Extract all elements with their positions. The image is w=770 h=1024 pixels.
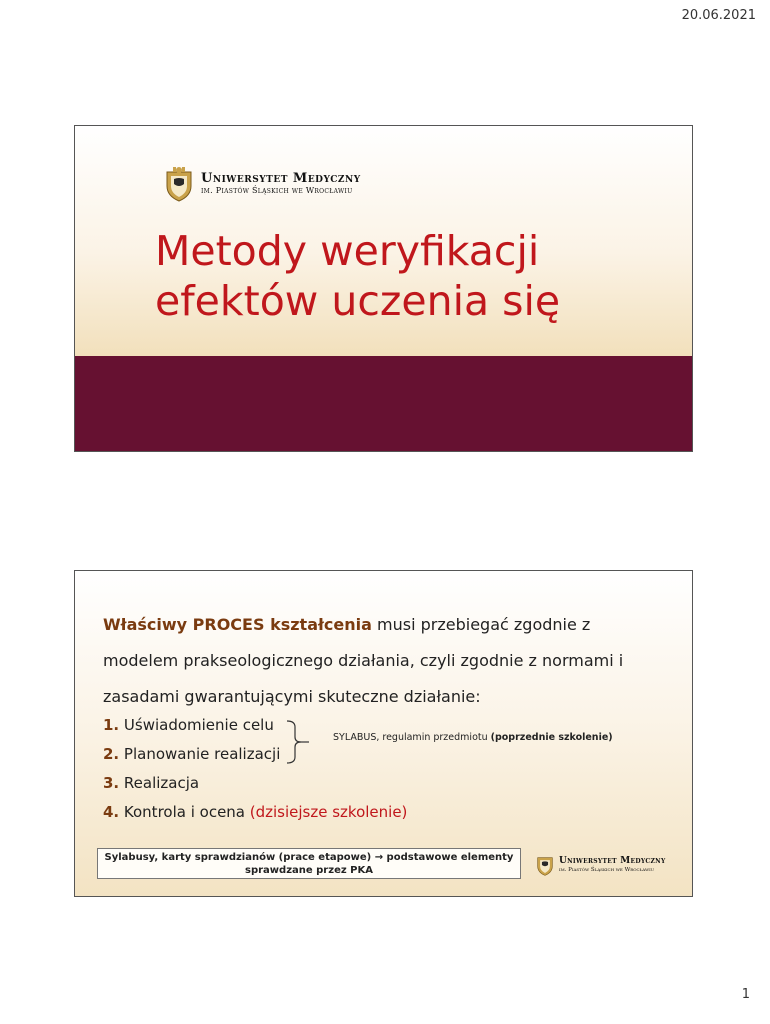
title-line-2: efektów uczenia się [155, 277, 561, 325]
university-logo-small [535, 854, 666, 876]
brace-icon [285, 719, 311, 765]
step-number: 3. [103, 774, 120, 792]
crest-icon [535, 854, 555, 876]
summary-box: Sylabusy, karty sprawdzianów (prace etapowe) → podstawowe elementy sprawdzane przez PKA [97, 848, 521, 879]
brace-note [333, 732, 613, 743]
intro-text: musi przebiegać zgodnie z modelem prakseologicznego działania, czyli zgodnie z normami i zasadami gwarantującymi skuteczne działanie: [103, 615, 624, 706]
crest-icon [163, 166, 195, 202]
content-slide [74, 570, 693, 897]
step-text: Uświadomienie celu [119, 716, 274, 734]
intro-paragraph [103, 607, 663, 715]
step-item [103, 769, 407, 798]
step-number: 2. [103, 745, 120, 763]
step-number: 1. [103, 716, 120, 734]
title-slide [74, 125, 693, 452]
brace-note-bold: (poprzednie szkolenie) [490, 732, 613, 743]
university-logo [163, 166, 361, 202]
date-label: 20.06.2021 [681, 8, 756, 23]
step-text: Realizacja [119, 774, 200, 792]
step-text: Kontrola i ocena [119, 803, 250, 821]
university-name: Uniwersytet Medyczny [201, 171, 361, 187]
step-item [103, 798, 407, 827]
slide-title [155, 226, 682, 326]
intro-highlight: Właściwy PROCES kształcenia [103, 615, 372, 634]
process-steps [103, 711, 407, 827]
page-number: 1 [741, 987, 750, 1002]
step-item [103, 740, 407, 769]
university-name: Uniwersytet Medyczny [559, 856, 666, 867]
step-note: (dzisiejsze szkolenie) [249, 803, 408, 821]
maroon-band [75, 356, 692, 451]
university-subname: im. Piastów Śląskich we Wrocławiu [559, 866, 655, 873]
university-subname: im. Piastów Śląskich we Wrocławiu [201, 185, 353, 195]
step-text: Planowanie realizacji [119, 745, 281, 763]
title-line-1: Metody weryfikacji [155, 227, 540, 275]
step-number: 4. [103, 803, 120, 821]
brace-note-text: SYLABUS, regulamin przedmiotu [333, 732, 491, 743]
